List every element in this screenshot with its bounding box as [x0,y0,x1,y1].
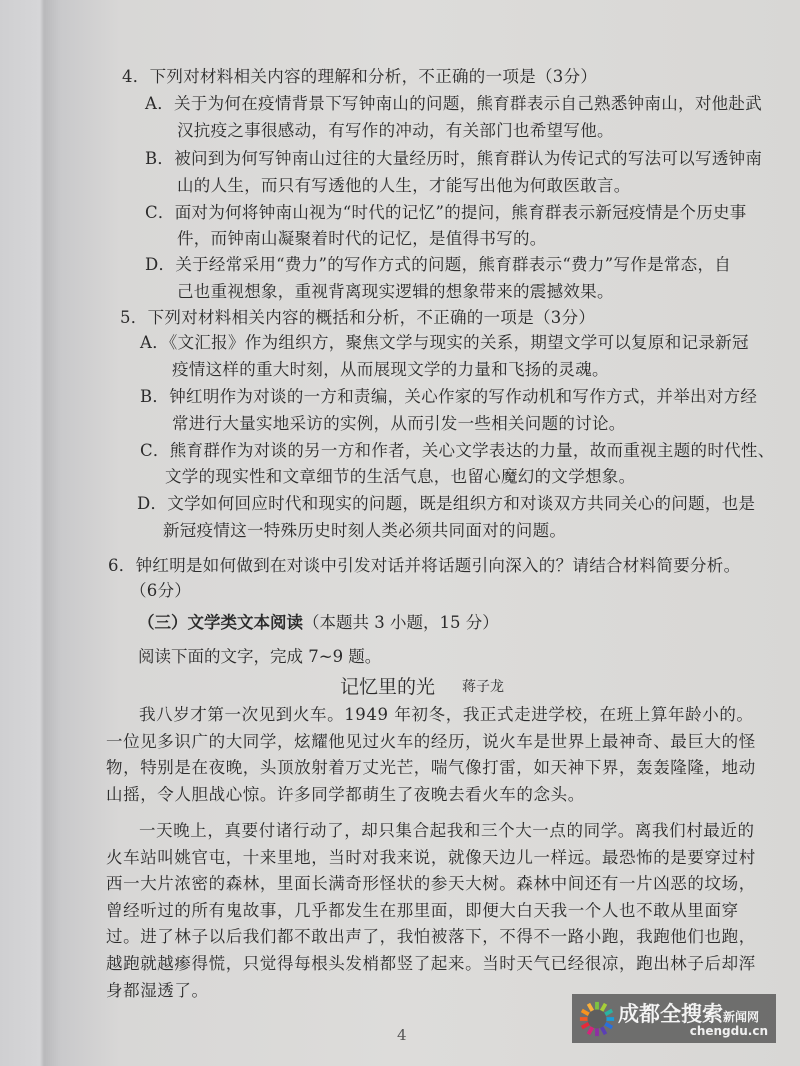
article-title: 记忆里的光 [340,676,436,698]
q5-option-b-cont: 常进行大量实地采访的实例，从而引发一些相关问题的讨论。 [172,414,626,433]
question-6-points: （6分） [130,581,192,600]
q4-option-c-cont: 件，而钟南山凝聚着时代的记忆，是值得书写的。 [177,229,547,248]
q5-option-a: A．《文汇报》作为组织方，聚焦文学与现实的关系，期望文学可以复原和记录新冠 [140,333,749,352]
q4-option-d: D．关于经常采用“费力”的写作方式的问题，熊育群表示“费力”写作是常态，自 [145,255,732,274]
page-number: 4 [397,1026,407,1044]
question-4-stem: 4．下列对材料相关内容的理解和分析，不正确的一项是（3分） [122,67,598,86]
q5-option-c-cont: 文学的现实性和文章细节的生活气息，也留心魔幻的文学想象。 [165,467,636,486]
article-author: 蒋子龙 [462,679,504,695]
q5-option-d-cont: 新冠疫情这一特殊历史时刻人类必须共同面对的问题。 [163,521,567,540]
q4-option-d-cont: 己也重视想象，重视背离现实逻辑的想象带来的震撼效果。 [177,282,614,301]
q5-option-a-cont: 疫情这样的重大时刻，从而展现文学的力量和飞扬的灵魂。 [172,360,609,379]
section-heading [138,609,499,633]
section-note: （本题共 3 小题，15 分） [303,613,499,632]
colorful-ring-logo-icon [578,1000,616,1038]
q5-option-c: C．熊育群作为对谈的另一方和作者，关心文学表达的力量，故而重视主题的时代性、 [140,441,775,460]
watermark-suffix: 新闻网 [723,1010,760,1024]
article-paragraph-1: 我八岁才第一次见到火车。1949 年初冬，我正式走进学校，在班上算年龄小的。一位见多识广的大同学，炫耀他见过火车的经历，说火车是世界上最神奇、最巨大的怪物，特别是在夜晚，头顶放射着万丈光芒，喘气像打雷，如天神下界，轰轰隆隆，地动山摇，令人胆战心惊。许多同学都萌生了夜晚去看火车的念头。 [106,705,756,804]
q4-option-b-cont: 山的人生，而只有写透他的人生，才能写出他为何敢医敢言。 [177,176,631,195]
q4-option-a-cont: 汉抗疫之事很感动，有写作的冲动，有关部门也希望写他。 [177,121,614,140]
question-6-stem: 6．钟红明是如何做到在对谈中引发对话并将话题引向深入的？请结合材料简要分析。 [108,556,741,575]
watermark [572,994,776,1043]
article-paragraph-2: 一天晚上，真要付诸行动了，却只集合起我和三个大一点的同学。离我们村最近的火车站叫姚官屯，十来里地，当时对我来说，就像天边儿一样远。最恐怖的是要穿过村西一大片浓密的森林，里面长满奇形怪状的参天大树。森林中间还有一片凶恶的坟场，曾经听过的所有鬼故事，几乎都发生在那里面，即便大白天我一个人也不敢从里面穿过。进了林子以后我们都不敢出声了，我怕被落下，不得不一路小跑，我跑他们也跑，越跑就越瘆得慌，只觉得每根头发梢都竖了起来。当时天气已经很凉，跑出林子后却浑身都湿透了。 [106,821,756,1000]
watermark-name: 成都全搜索新闻网 [618,1002,760,1026]
reading-instruction: 阅读下面的文字，完成 7~9 题。 [138,647,382,666]
watermark-url: chengdu.cn [689,1024,768,1038]
q4-option-a: A．关于为何在疫情背景下写钟南山的问题，熊育群表示自己熟悉钟南山，对他赴武 [145,94,763,113]
q4-option-b: B．被问到为何写钟南山过往的大量经历时，熊育群认为传记式的写法可以写透钟南 [145,149,763,168]
q5-option-b: B．钟红明作为对谈的一方和责编，关心作家的写作动机和写作方式，并举出对方经 [140,387,758,406]
section-title: （三）文学类文本阅读 [138,613,303,632]
q5-option-d: D．文学如何回应时代和现实的问题，既是组织方和对谈双方共同关心的问题，也是 [137,494,756,513]
question-5-stem: 5．下列对材料相关内容的概括和分析，不正确的一项是（3分） [120,308,596,327]
q4-option-c: C．面对为何将钟南山视为“时代的记忆”的提问，熊育群表示新冠疫情是个历史事 [145,203,747,222]
